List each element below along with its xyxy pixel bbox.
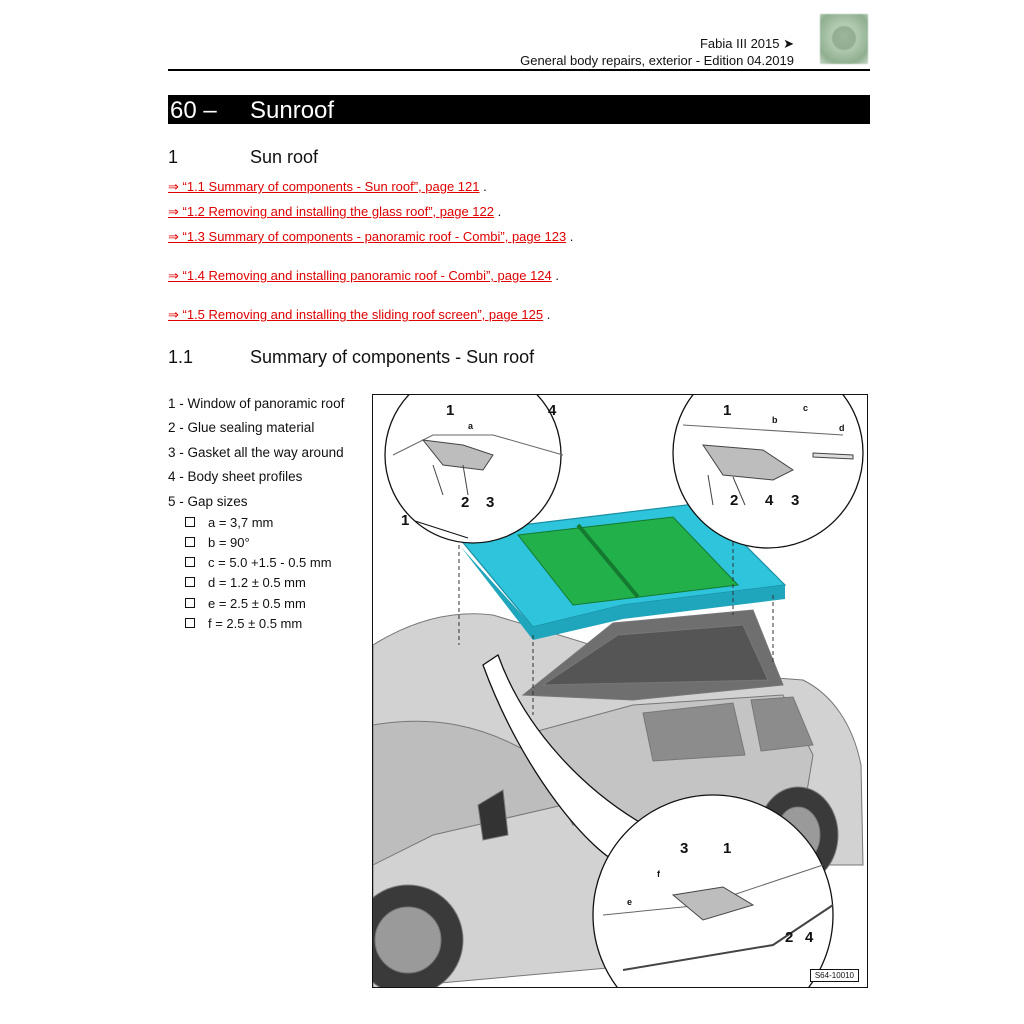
callout-tr-d: d [839, 423, 845, 433]
checkbox-icon [185, 618, 195, 628]
callout-tl-1: 1 [446, 402, 455, 419]
toc-link-tail: . [479, 179, 487, 194]
toc-link-tail: . [566, 229, 574, 244]
checkbox-icon [185, 517, 195, 527]
subsection-title: Summary of components - Sun roof [250, 347, 535, 367]
callout-bot-2: 2 [785, 929, 794, 946]
detail-bubble-top-left [385, 395, 563, 543]
sunroof-illustration [373, 395, 868, 988]
legend-item-5: 5 - Gap sizes [168, 494, 248, 509]
header-rule [168, 69, 870, 71]
callout-tr-b: b [772, 415, 778, 425]
gap-text: e = 2.5 ± 0.5 mm [208, 596, 306, 611]
legend-item-3: 3 - Gasket all the way around [168, 445, 344, 460]
toc-link-text[interactable]: ⇒ “1.5 Removing and installing the sliding roof screen”, page 125 [168, 307, 544, 322]
sunroof-figure [372, 394, 868, 988]
toc-link-tail: . [551, 268, 559, 283]
gap-text: f = 2.5 ± 0.5 mm [208, 616, 303, 631]
skoda-logo [820, 14, 868, 64]
gap-item-a [185, 515, 273, 530]
chapter-title: Sunroof [250, 97, 335, 124]
toc-link-text[interactable]: ⇒ “1.3 Summary of components - panoramic roof - Combi”, page 123 [168, 229, 567, 244]
toc-link-1-2[interactable] [168, 204, 598, 219]
gap-item-f [185, 616, 302, 631]
chapter-number: 60 – [170, 97, 217, 124]
callout-tr-3: 3 [791, 492, 800, 509]
toc-link-text[interactable]: ⇒ “1.4 Removing and installing panoramic roof - Combi”, page 124 [168, 268, 552, 283]
legend-item-1: 1 - Window of panoramic roof [168, 396, 345, 411]
section-title: Sun roof [250, 147, 319, 167]
toc-link-1-1[interactable] [168, 179, 598, 194]
toc-link-1-4[interactable] [168, 268, 598, 283]
checkbox-icon [185, 537, 195, 547]
gap-text: d = 1.2 ± 0.5 mm [208, 575, 306, 590]
callout-tr-c: c [803, 403, 809, 413]
gap-text: b = 90° [208, 535, 250, 550]
callout-tr-1: 1 [723, 402, 732, 419]
callout-bot-e: e [627, 897, 633, 907]
legend-item-2: 2 - Glue sealing material [168, 420, 315, 435]
toc-link-text[interactable]: ⇒ “1.1 Summary of components - Sun roof”, page 121 [168, 179, 480, 194]
callout-tr-4: 4 [765, 492, 774, 509]
subsection-number: 1.1 [168, 347, 194, 367]
callout-main-1: 1 [401, 512, 410, 529]
gap-item-c [185, 555, 332, 570]
doc-manual-title: General body repairs, exterior - Edition 04.2019 [520, 53, 794, 68]
gap-item-e [185, 596, 306, 611]
toc-link-text[interactable]: ⇒ “1.2 Removing and installing the glass roof”, page 122 [168, 204, 494, 219]
toc-link-tail: . [493, 204, 502, 219]
checkbox-icon [185, 557, 195, 567]
callout-tl-3: 3 [486, 494, 495, 511]
checkbox-icon [185, 598, 195, 608]
gap-text: c = 5.0 +1.5 - 0.5 mm [208, 555, 332, 570]
legend-item-4: 4 - Body sheet profiles [168, 469, 303, 484]
section-number: 1 [168, 147, 179, 167]
toc-link-1-5[interactable] [168, 307, 598, 322]
callout-bot-f: f [657, 869, 660, 879]
toc-link-1-3[interactable] [168, 229, 598, 244]
checkbox-icon [185, 577, 195, 587]
callout-tl-2: 2 [461, 494, 470, 511]
callout-tl-4: 4 [548, 402, 557, 419]
gap-text: a = 3,7 mm [208, 515, 274, 530]
callout-tl-a: a [468, 421, 474, 431]
figure-code: S64-10010 [810, 969, 859, 982]
doc-model-title: Fabia III 2015 ➤ [699, 36, 794, 51]
callout-bot-4: 4 [805, 929, 814, 946]
gap-item-b [185, 535, 250, 550]
callout-tr-2: 2 [730, 492, 739, 509]
callout-bot-1: 1 [723, 840, 732, 857]
callout-bot-3: 3 [680, 840, 689, 857]
toc-link-tail: . [543, 307, 551, 322]
gap-item-d [185, 575, 306, 590]
